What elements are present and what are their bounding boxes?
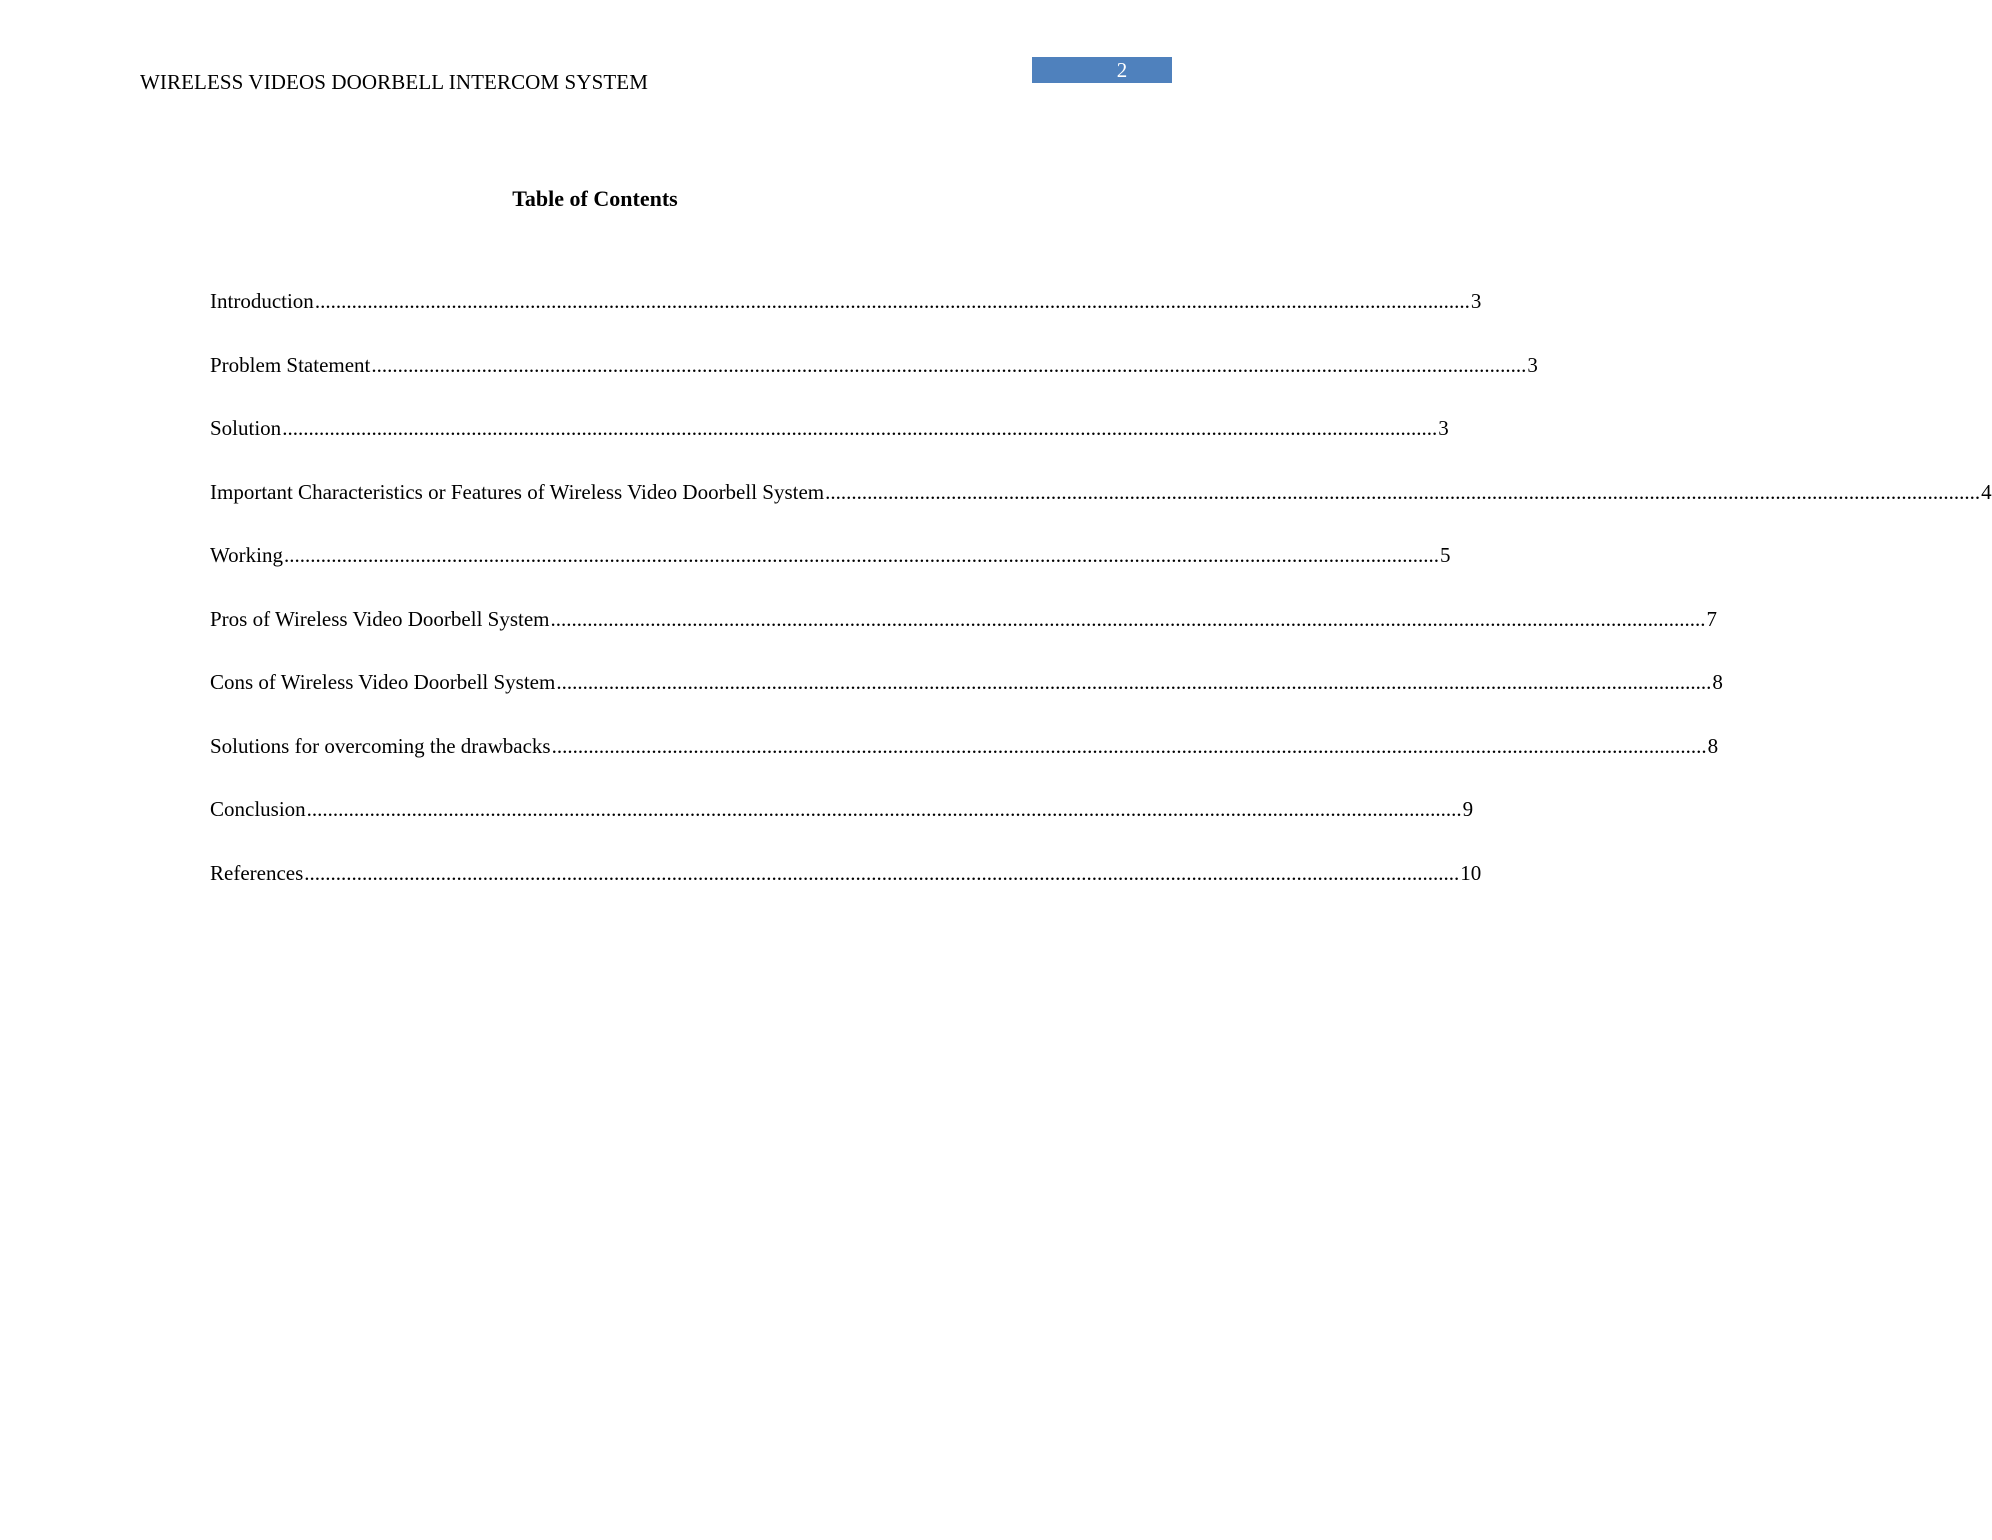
- toc-dot-leader: ............................................................................................................................................................................................................................: [551, 733, 1707, 758]
- toc-entry-page: 9: [1462, 797, 1474, 821]
- page-number-badge: [1032, 57, 1172, 83]
- page-number: 2: [1116, 58, 1128, 82]
- toc-entry-solution[interactable]: [210, 416, 1449, 480]
- toc-entry-text: Cons of Wireless Video Doorbell System: [210, 670, 556, 694]
- toc-dot-leader: ............................................................................................................................................................................................................................: [282, 416, 1438, 440]
- toc-dot-leader: ............................................................................................................................................................................................................................: [825, 479, 1981, 504]
- toc-dot-leader: ............................................................................................................................................................................................................................: [283, 543, 1439, 567]
- toc-entry-text: Pros of Wireless Video Doorbell System: [210, 606, 550, 631]
- toc-entry-page: 7: [1706, 606, 1718, 631]
- toc-entry-page: 8: [1707, 733, 1719, 758]
- toc-entry-page: 3: [1438, 416, 1449, 440]
- running-header-title: WIRELESS VIDEOS DOORBELL INTERCOM SYSTEM: [140, 70, 649, 94]
- toc-dot-leader: ............................................................................................................................................................................................................................: [304, 860, 1460, 885]
- toc-entry-problem-statement[interactable]: [210, 352, 1538, 417]
- toc-entry-page: 4: [1981, 479, 1992, 504]
- toc-dot-leader: ............................................................................................................................................................................................................................: [556, 670, 1712, 694]
- toc-entry-text: Important Characteristics or Features of Wireless Video Doorbell System: [210, 479, 825, 504]
- toc-dot-leader: ............................................................................................................................................................................................................................: [371, 352, 1527, 377]
- toc-entry-characteristics[interactable]: [210, 479, 1992, 544]
- toc-entry-text: Conclusion: [210, 797, 306, 821]
- toc-entry-page: 3: [1470, 289, 1482, 313]
- toc-entry-cons[interactable]: [210, 670, 1723, 734]
- toc-entry-working[interactable]: [210, 543, 1451, 607]
- toc-entry-page: 5: [1439, 543, 1451, 567]
- toc-dot-leader: ............................................................................................................................................................................................................................: [306, 797, 1462, 821]
- toc-entry-text: Solutions for overcoming the drawbacks: [210, 733, 551, 758]
- toc-entry-introduction[interactable]: [210, 289, 1482, 353]
- toc-entry-page: 3: [1527, 352, 1538, 377]
- toc-entry-text: Working: [210, 543, 283, 567]
- toc-entry-solutions-drawbacks[interactable]: [210, 733, 1719, 798]
- toc-entry-references[interactable]: [210, 860, 1482, 925]
- toc-entry-conclusion[interactable]: [210, 797, 1474, 861]
- toc-entry-page: 10: [1460, 860, 1482, 885]
- toc-dot-leader: ............................................................................................................................................................................................................................: [550, 606, 1706, 631]
- toc-dot-leader: ............................................................................................................................................................................................................................: [314, 289, 1470, 313]
- toc-entry-text: References: [210, 860, 304, 885]
- toc-entry-pros[interactable]: [210, 606, 1718, 671]
- table-of-contents: [210, 289, 1992, 924]
- toc-entry-page: 8: [1712, 670, 1723, 694]
- toc-title: Table of Contents: [512, 186, 678, 211]
- toc-entry-text: Problem Statement: [210, 352, 371, 377]
- toc-entry-text: Solution: [210, 416, 282, 440]
- toc-entry-text: Introduction: [210, 289, 314, 313]
